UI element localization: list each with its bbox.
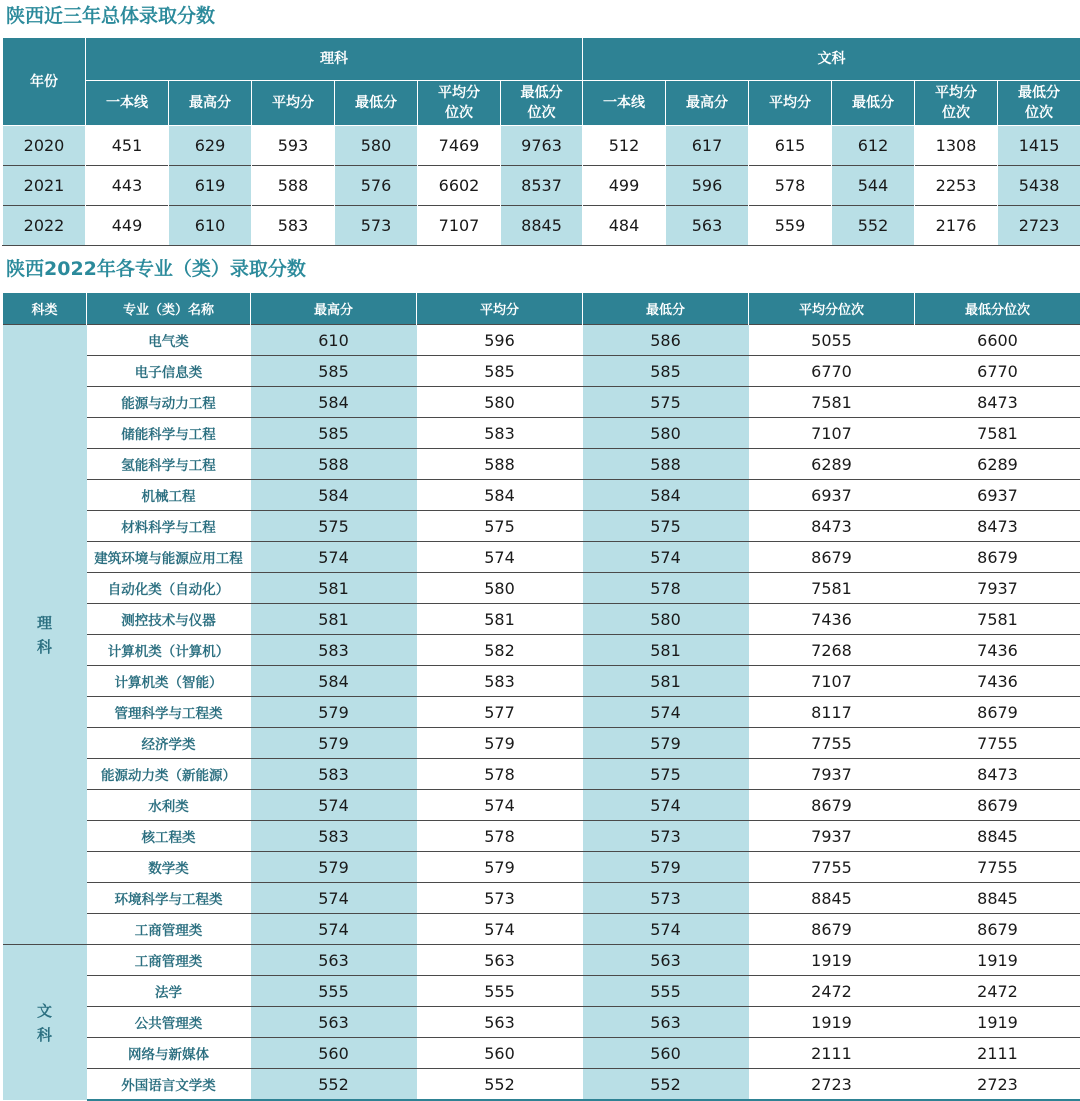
score-cell: 552 (251, 1069, 417, 1101)
category-cell (3, 325, 87, 945)
score-cell: 583 (251, 821, 417, 852)
table-row (3, 604, 1080, 635)
score-cell: 580 (417, 573, 583, 604)
score-cell: 7436 (915, 635, 1080, 666)
score-cell: 577 (417, 697, 583, 728)
score-cell: 1919 (915, 1007, 1080, 1038)
arts-score-cell: 563 (666, 206, 749, 246)
score-cell: 579 (251, 697, 417, 728)
score-cell: 579 (251, 852, 417, 883)
science-score-cell: 451 (86, 126, 169, 166)
column-header: 平均分 (417, 293, 583, 325)
arts-score-cell: 499 (583, 166, 666, 206)
table-row (3, 635, 1080, 666)
score-cell: 8679 (915, 542, 1080, 573)
score-cell: 574 (251, 883, 417, 914)
score-cell: 7581 (915, 418, 1080, 449)
major-name-cell: 环境科学与工程类 (87, 883, 251, 914)
score-cell: 8679 (915, 914, 1080, 945)
major-name-cell: 管理科学与工程类 (87, 697, 251, 728)
score-cell: 610 (251, 325, 417, 356)
score-cell: 552 (583, 1069, 749, 1101)
section-title-three-year-scores: 陕西近三年总体录取分数 (6, 4, 215, 28)
score-cell: 575 (583, 387, 749, 418)
score-cell: 7436 (749, 604, 915, 635)
score-cell: 5055 (749, 325, 915, 356)
score-cell: 2723 (915, 1069, 1080, 1101)
arts-score-cell: 2176 (915, 206, 998, 246)
score-cell: 555 (251, 976, 417, 1007)
score-cell: 8473 (915, 759, 1080, 790)
arts-score-cell: 2723 (998, 206, 1080, 246)
year-cell: 2020 (3, 126, 86, 166)
major-name-cell: 核工程类 (87, 821, 251, 852)
science-score-cell: 449 (86, 206, 169, 246)
science-score-cell: 583 (252, 206, 335, 246)
major-name-cell: 建筑环境与能源应用工程 (87, 542, 251, 573)
score-cell: 8679 (915, 697, 1080, 728)
arts-score-cell: 544 (832, 166, 915, 206)
major-name-cell: 公共管理类 (87, 1007, 251, 1038)
major-name-cell: 能源动力类（新能源） (87, 759, 251, 790)
table-row (3, 821, 1080, 852)
science-score-cell: 593 (252, 126, 335, 166)
score-cell: 8679 (749, 790, 915, 821)
science-score-cell: 6602 (418, 166, 501, 206)
major-scores-table (2, 293, 1080, 1101)
score-cell: 588 (417, 449, 583, 480)
major-name-cell: 氢能科学与工程 (87, 449, 251, 480)
score-cell: 7436 (915, 666, 1080, 697)
score-cell: 574 (417, 790, 583, 821)
major-name-cell: 能源与动力工程 (87, 387, 251, 418)
score-cell: 583 (251, 759, 417, 790)
category-cell (3, 945, 87, 1101)
score-cell: 8845 (749, 883, 915, 914)
arts-score-cell: 617 (666, 126, 749, 166)
score-cell: 574 (251, 542, 417, 573)
science-col-header: 最低分 位次 (501, 81, 583, 126)
score-cell: 2111 (915, 1038, 1080, 1069)
score-cell: 7107 (749, 418, 915, 449)
score-cell: 574 (251, 914, 417, 945)
score-cell: 6289 (915, 449, 1080, 480)
score-cell: 575 (417, 511, 583, 542)
table-row (3, 883, 1080, 914)
science-score-cell: 8537 (501, 166, 583, 206)
score-cell: 8679 (749, 914, 915, 945)
score-cell: 7937 (915, 573, 1080, 604)
score-cell: 579 (583, 728, 749, 759)
table-row (3, 852, 1080, 883)
score-cell: 1919 (915, 945, 1080, 976)
score-cell: 584 (251, 480, 417, 511)
score-cell: 6770 (749, 356, 915, 387)
score-cell: 588 (583, 449, 749, 480)
table-row (3, 418, 1080, 449)
score-cell: 580 (417, 387, 583, 418)
science-score-cell: 7107 (418, 206, 501, 246)
table-row (3, 387, 1080, 418)
category-label: 文 科 (37, 1002, 52, 1044)
score-cell: 596 (417, 325, 583, 356)
score-cell: 7937 (749, 759, 915, 790)
major-name-cell: 工商管理类 (87, 945, 251, 976)
score-cell: 579 (583, 852, 749, 883)
score-cell: 584 (417, 480, 583, 511)
table-row (3, 542, 1080, 573)
score-cell: 584 (251, 666, 417, 697)
arts-score-cell: 615 (749, 126, 832, 166)
major-name-cell: 外国语言文学类 (87, 1069, 251, 1101)
table-row (3, 573, 1080, 604)
score-cell: 574 (417, 914, 583, 945)
score-cell: 585 (583, 356, 749, 387)
score-cell: 563 (417, 945, 583, 976)
score-cell: 6600 (915, 325, 1080, 356)
arts-col-header: 平均分 位次 (915, 81, 998, 126)
score-cell: 575 (583, 511, 749, 542)
major-name-cell: 法学 (87, 976, 251, 1007)
score-cell: 583 (251, 635, 417, 666)
score-cell: 573 (583, 821, 749, 852)
score-cell: 7581 (749, 387, 915, 418)
major-name-cell: 电子信息类 (87, 356, 251, 387)
science-col-header: 平均分 位次 (418, 81, 501, 126)
table-row (3, 1007, 1080, 1038)
score-cell: 574 (251, 790, 417, 821)
science-score-cell: 580 (335, 126, 418, 166)
table-row (3, 976, 1080, 1007)
score-cell: 6937 (915, 480, 1080, 511)
score-cell: 7937 (749, 821, 915, 852)
score-cell: 581 (251, 573, 417, 604)
score-cell: 7581 (749, 573, 915, 604)
score-cell: 8679 (915, 790, 1080, 821)
score-cell: 7107 (749, 666, 915, 697)
score-cell: 1919 (749, 945, 915, 976)
table-row (3, 166, 1080, 206)
arts-col-header: 一本线 (583, 81, 666, 126)
score-cell: 574 (583, 542, 749, 573)
science-score-cell: 588 (252, 166, 335, 206)
major-name-cell: 经济学类 (87, 728, 251, 759)
score-cell: 581 (583, 666, 749, 697)
arts-score-cell: 484 (583, 206, 666, 246)
table-row (3, 945, 1080, 976)
column-header: 专业（类）名称 (87, 293, 251, 325)
score-cell: 580 (583, 418, 749, 449)
major-name-cell: 自动化类（自动化） (87, 573, 251, 604)
score-cell: 583 (417, 666, 583, 697)
score-cell: 7755 (749, 852, 915, 883)
year-cell: 2022 (3, 206, 86, 246)
table-row (3, 511, 1080, 542)
score-cell: 588 (251, 449, 417, 480)
science-score-cell: 443 (86, 166, 169, 206)
table-row (3, 1038, 1080, 1069)
major-name-cell: 水利类 (87, 790, 251, 821)
score-cell: 8473 (749, 511, 915, 542)
score-cell: 6770 (915, 356, 1080, 387)
science-score-cell: 629 (169, 126, 252, 166)
score-cell: 578 (583, 573, 749, 604)
score-cell: 2472 (749, 976, 915, 1007)
arts-score-cell: 5438 (998, 166, 1080, 206)
score-cell: 2472 (915, 976, 1080, 1007)
score-cell: 555 (583, 976, 749, 1007)
science-col-header: 一本线 (86, 81, 169, 126)
score-cell: 585 (251, 418, 417, 449)
score-cell: 560 (583, 1038, 749, 1069)
year-header: 年份 (3, 38, 86, 126)
score-cell: 8679 (749, 542, 915, 573)
table-row (3, 206, 1080, 246)
score-cell: 578 (417, 759, 583, 790)
arts-score-cell: 578 (749, 166, 832, 206)
score-cell: 1919 (749, 1007, 915, 1038)
science-score-cell: 573 (335, 206, 418, 246)
score-cell: 586 (583, 325, 749, 356)
major-name-cell: 工商管理类 (87, 914, 251, 945)
score-cell: 584 (583, 480, 749, 511)
score-cell: 7755 (915, 728, 1080, 759)
score-cell: 2111 (749, 1038, 915, 1069)
score-cell: 581 (583, 635, 749, 666)
science-col-header: 平均分 (252, 81, 335, 126)
science-score-cell: 576 (335, 166, 418, 206)
score-cell: 581 (417, 604, 583, 635)
score-cell: 581 (251, 604, 417, 635)
score-cell: 555 (417, 976, 583, 1007)
score-cell: 574 (417, 542, 583, 573)
score-cell: 7268 (749, 635, 915, 666)
table-row (3, 356, 1080, 387)
arts-group-header: 文科 (583, 38, 1080, 81)
arts-score-cell: 596 (666, 166, 749, 206)
arts-col-header: 最高分 (666, 81, 749, 126)
arts-score-cell: 559 (749, 206, 832, 246)
score-cell: 6937 (749, 480, 915, 511)
score-cell: 563 (583, 1007, 749, 1038)
science-score-cell: 8845 (501, 206, 583, 246)
arts-col-header: 最低分 位次 (998, 81, 1080, 126)
score-cell: 579 (251, 728, 417, 759)
table-row (3, 480, 1080, 511)
column-header: 平均分位次 (749, 293, 915, 325)
arts-score-cell: 552 (832, 206, 915, 246)
score-cell: 563 (417, 1007, 583, 1038)
major-name-cell: 计算机类（智能） (87, 666, 251, 697)
score-cell: 585 (251, 356, 417, 387)
score-cell: 573 (583, 883, 749, 914)
score-cell: 563 (251, 945, 417, 976)
arts-score-cell: 1308 (915, 126, 998, 166)
table-row (3, 666, 1080, 697)
score-cell: 580 (583, 604, 749, 635)
major-name-cell: 储能科学与工程 (87, 418, 251, 449)
section-title-major-scores: 陕西2022年各专业（类）录取分数 (6, 257, 306, 281)
science-col-header: 最高分 (169, 81, 252, 126)
arts-col-header: 平均分 (749, 81, 832, 126)
score-cell: 8473 (915, 387, 1080, 418)
major-name-cell: 计算机类（计算机） (87, 635, 251, 666)
score-cell: 7581 (915, 604, 1080, 635)
year-cell: 2021 (3, 166, 86, 206)
column-header: 科类 (3, 293, 87, 325)
score-cell: 578 (417, 821, 583, 852)
score-cell: 6289 (749, 449, 915, 480)
table-row (3, 728, 1080, 759)
score-cell: 585 (417, 356, 583, 387)
column-header: 最低分位次 (915, 293, 1080, 325)
major-name-cell: 测控技术与仪器 (87, 604, 251, 635)
score-cell: 560 (251, 1038, 417, 1069)
science-col-header: 最低分 (335, 81, 418, 126)
table-row (3, 790, 1080, 821)
score-cell: 575 (251, 511, 417, 542)
major-name-cell: 数学类 (87, 852, 251, 883)
column-header: 最低分 (583, 293, 749, 325)
arts-score-cell: 512 (583, 126, 666, 166)
score-cell: 575 (583, 759, 749, 790)
arts-score-cell: 2253 (915, 166, 998, 206)
science-group-header: 理科 (86, 38, 583, 81)
table-row (3, 126, 1080, 166)
score-cell: 8845 (915, 821, 1080, 852)
score-cell: 574 (583, 697, 749, 728)
table-row (3, 697, 1080, 728)
science-score-cell: 7469 (418, 126, 501, 166)
column-header: 最高分 (251, 293, 417, 325)
score-cell: 7755 (749, 728, 915, 759)
score-cell: 8845 (915, 883, 1080, 914)
score-cell: 574 (583, 790, 749, 821)
arts-score-cell: 1415 (998, 126, 1080, 166)
arts-score-cell: 612 (832, 126, 915, 166)
score-cell: 2723 (749, 1069, 915, 1101)
table-row (3, 759, 1080, 790)
score-cell: 579 (417, 852, 583, 883)
score-cell: 8473 (915, 511, 1080, 542)
three-year-scores-table (2, 37, 1080, 246)
score-cell: 579 (417, 728, 583, 759)
score-cell: 7755 (915, 852, 1080, 883)
arts-col-header: 最低分 (832, 81, 915, 126)
score-cell: 560 (417, 1038, 583, 1069)
major-name-cell: 电气类 (87, 325, 251, 356)
table-row (3, 325, 1080, 356)
table-row (3, 449, 1080, 480)
table-row (3, 914, 1080, 945)
science-score-cell: 619 (169, 166, 252, 206)
science-score-cell: 610 (169, 206, 252, 246)
score-cell: 584 (251, 387, 417, 418)
score-cell: 8117 (749, 697, 915, 728)
score-cell: 563 (251, 1007, 417, 1038)
score-cell: 563 (583, 945, 749, 976)
score-cell: 573 (417, 883, 583, 914)
score-cell: 574 (583, 914, 749, 945)
science-score-cell: 9763 (501, 126, 583, 166)
category-label: 理 科 (37, 614, 52, 656)
score-cell: 582 (417, 635, 583, 666)
score-cell: 583 (417, 418, 583, 449)
score-cell: 552 (417, 1069, 583, 1101)
table-row (3, 1069, 1080, 1101)
major-name-cell: 机械工程 (87, 480, 251, 511)
major-name-cell: 网络与新媒体 (87, 1038, 251, 1069)
major-name-cell: 材料科学与工程 (87, 511, 251, 542)
